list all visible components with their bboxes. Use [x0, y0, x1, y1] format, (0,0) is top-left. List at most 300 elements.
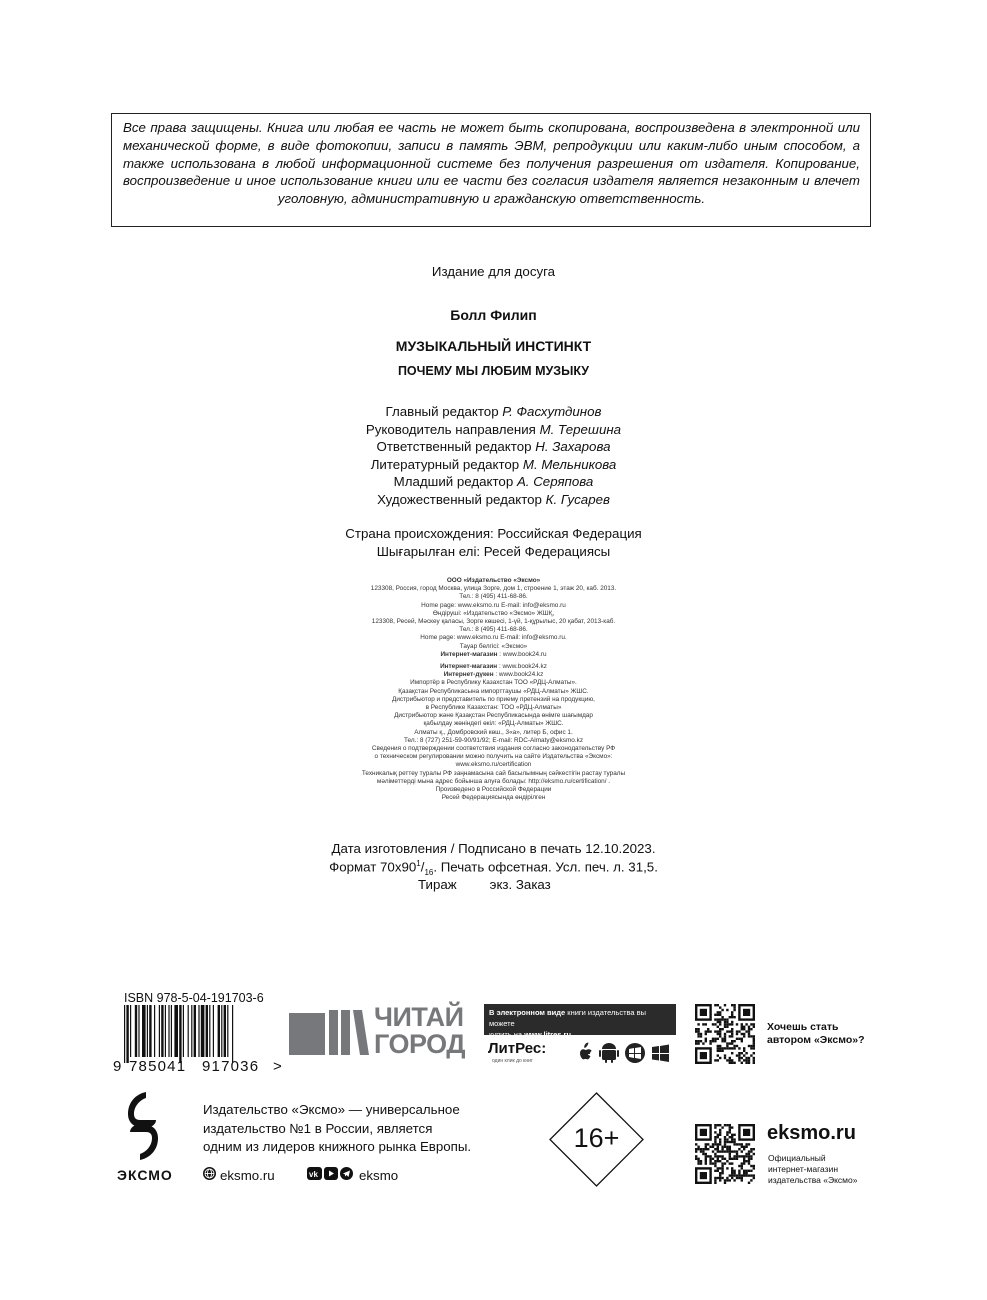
- qr-module: [745, 1059, 747, 1061]
- qr-module: [733, 1040, 735, 1042]
- qr-module: [714, 1148, 716, 1150]
- qr-module: [736, 1153, 738, 1155]
- qr-module: [743, 1009, 750, 1016]
- qr-module: [719, 1167, 721, 1169]
- qr-module: [700, 1035, 702, 1037]
- barcode-bar: [147, 1005, 148, 1057]
- website-link[interactable]: eksmo.ru: [203, 1167, 275, 1183]
- qr-module: [717, 1134, 719, 1136]
- qr-module: [697, 1030, 699, 1032]
- qr-module: [705, 1160, 707, 1162]
- qr-module: [714, 1179, 716, 1181]
- qr-module: [712, 1040, 714, 1042]
- qr-module: [700, 1009, 707, 1016]
- qr-module: [714, 1155, 716, 1157]
- qr-module: [748, 1150, 750, 1152]
- qr-module: [750, 1158, 752, 1160]
- qr-module: [695, 1042, 697, 1044]
- qr-module: [719, 1006, 721, 1008]
- credit-line: Младший редактор А. Серяпова: [393, 474, 594, 490]
- qr-module: [729, 1126, 731, 1128]
- qr-module: [745, 1023, 747, 1025]
- qr-module: [719, 1023, 721, 1025]
- qr-module: [753, 1057, 755, 1059]
- qr-module: [733, 1009, 735, 1011]
- qr-module: [745, 1057, 747, 1059]
- qr-module: [724, 1038, 726, 1040]
- qr-module: [741, 1040, 743, 1042]
- barcode-bar: [161, 1005, 163, 1057]
- qr-module: [717, 1047, 719, 1049]
- qr-module: [738, 1030, 740, 1032]
- barcode-bar: [135, 1005, 137, 1057]
- qr-module: [729, 1035, 731, 1037]
- qr-module: [717, 1050, 719, 1052]
- qr-module: [733, 1062, 735, 1064]
- qr-module: [721, 1028, 723, 1030]
- qr-module: [700, 1160, 702, 1162]
- qr-module: [721, 1126, 723, 1128]
- barcode-bar: [183, 1005, 184, 1057]
- qr-module: [714, 1038, 716, 1040]
- qr-module: [709, 1146, 711, 1148]
- qr-module: [714, 1030, 716, 1032]
- qr-module: [733, 1174, 735, 1176]
- qr-module: [731, 1174, 733, 1176]
- qr-module: [697, 1160, 699, 1162]
- qr-module: [721, 1038, 723, 1040]
- qr-module: [697, 1023, 699, 1025]
- qr-module: [721, 1148, 723, 1150]
- qr-module: [726, 1141, 728, 1143]
- qr-module: [705, 1153, 707, 1155]
- qr-module: [743, 1026, 745, 1028]
- qr-module: [719, 1057, 721, 1059]
- qr-module: [712, 1150, 714, 1152]
- qr-module: [741, 1143, 743, 1145]
- qr-module: [719, 1014, 721, 1016]
- telegram-icon[interactable]: [340, 1167, 353, 1183]
- qr-module: [707, 1155, 709, 1157]
- qr-module: [714, 1160, 716, 1162]
- qr-module: [741, 1052, 743, 1054]
- qr-module: [719, 1179, 721, 1181]
- qr-module: [736, 1033, 738, 1035]
- qr-module: [721, 1018, 723, 1020]
- age-rating-badge: [549, 1092, 644, 1187]
- about-publisher: Издательство «Эксмо» — универсальное издательство №1 в России, является одним из лидеров книжного рынка Европы.: [203, 1102, 472, 1154]
- qr-module: [729, 1146, 731, 1148]
- barcode-bar: [159, 1005, 160, 1057]
- qr-module: [724, 1138, 726, 1140]
- qr-module: [743, 1170, 745, 1172]
- qr-module: [705, 1146, 707, 1148]
- youtube-icon[interactable]: [324, 1167, 338, 1183]
- barcode-bar: [142, 1005, 146, 1057]
- qr-module: [743, 1160, 745, 1162]
- qr-module: [736, 1054, 738, 1056]
- qr-module: [741, 1162, 743, 1164]
- qr-module: [719, 1143, 721, 1145]
- qr-module: [714, 1014, 716, 1016]
- qr-module: [721, 1009, 723, 1011]
- qr-module: [714, 1141, 716, 1143]
- qr-module: [726, 1021, 728, 1023]
- qr-module: [717, 1038, 719, 1040]
- shop-qr-code[interactable]: [695, 1124, 755, 1189]
- qr-module: [700, 1033, 702, 1035]
- qr-module: [731, 1021, 733, 1023]
- qr-module: [695, 1150, 697, 1152]
- globe-icon: [203, 1167, 216, 1183]
- barcode-bar: [227, 1005, 228, 1057]
- qr-module: [719, 1172, 721, 1174]
- vk-icon[interactable]: [307, 1167, 322, 1183]
- book-title: МУЗЫКАЛЬНЫЙ ИНСТИНКТ: [395, 338, 592, 354]
- qr-module: [729, 1162, 731, 1164]
- qr-module: [750, 1150, 752, 1152]
- qr-module: [733, 1150, 735, 1152]
- qr-module: [745, 1143, 747, 1145]
- print-date: Дата изготовления / Подписано в печать 12.10.2023.: [331, 841, 656, 856]
- qr-module: [726, 1177, 728, 1179]
- qr-module: [707, 1028, 709, 1030]
- qr-module: [695, 1148, 697, 1150]
- qr-module: [753, 1047, 755, 1049]
- eksmo-logo-icon: [122, 1090, 162, 1162]
- qr-module: [726, 1146, 728, 1148]
- qr-module: [705, 1023, 707, 1025]
- qr-module: [741, 1033, 743, 1035]
- qr-module: [719, 1050, 721, 1052]
- qr-module: [731, 1141, 733, 1143]
- credit-line: Ответственный редактор Н. Захарова: [376, 439, 611, 455]
- qr-module: [700, 1052, 707, 1059]
- credit-line: Главный редактор Р. Фасхутдинов: [385, 404, 602, 419]
- barcode-bar: [130, 1005, 131, 1057]
- qr-module: [707, 1030, 709, 1032]
- qr-module: [705, 1155, 707, 1157]
- barcode-bar: [154, 1005, 155, 1057]
- qr-module: [748, 1033, 750, 1035]
- qr-module: [753, 1042, 755, 1044]
- qr-module: [729, 1174, 731, 1176]
- qr-module: [748, 1174, 750, 1176]
- qr-module: [731, 1177, 733, 1179]
- qr-module: [709, 1030, 711, 1032]
- qr-module: [743, 1050, 745, 1052]
- qr-module: [729, 1023, 731, 1025]
- qr-module: [717, 1026, 719, 1028]
- qr-module: [738, 1155, 740, 1157]
- qr-module: [726, 1160, 728, 1162]
- qr-module: [726, 1023, 728, 1025]
- qr-module: [724, 1162, 726, 1164]
- isbn: ISBN 978-5-04-191703-6: [124, 991, 264, 1005]
- barcode-bar: [126, 1005, 128, 1063]
- qr-module: [705, 1030, 707, 1032]
- qr-module: [741, 1174, 743, 1176]
- qr-module: [717, 1155, 719, 1157]
- qr-module: [724, 1018, 726, 1020]
- qr-module: [709, 1155, 711, 1157]
- shop-site[interactable]: eksmo.ru: [767, 1122, 856, 1144]
- qr-module: [724, 1047, 726, 1049]
- qr-module: [731, 1023, 733, 1025]
- qr-module: [745, 1062, 747, 1064]
- qr-module: [724, 1143, 726, 1145]
- qr-module: [753, 1062, 755, 1064]
- qr-module: [724, 1150, 726, 1152]
- qr-module: [721, 1016, 723, 1018]
- qr-module: [714, 1153, 716, 1155]
- qr-module: [731, 1059, 733, 1061]
- qr-module: [717, 1021, 719, 1023]
- qr-module: [712, 1146, 714, 1148]
- edition-type: Издание для досуга: [431, 264, 556, 279]
- barcode-bar: [201, 1005, 205, 1057]
- qr-module: [702, 1153, 704, 1155]
- qr-module: [736, 1174, 738, 1176]
- qr-module: [753, 1026, 755, 1028]
- qr-module: [724, 1023, 726, 1025]
- qr-module: [717, 1018, 719, 1020]
- qr-module: [753, 1038, 755, 1040]
- qr-module: [748, 1045, 750, 1047]
- qr-module: [733, 1172, 735, 1174]
- qr-module: [733, 1158, 735, 1160]
- qr-module: [695, 1158, 697, 1160]
- qr-module: [729, 1042, 731, 1044]
- qr-module: [717, 1136, 719, 1138]
- qr-module: [753, 1165, 755, 1167]
- qr-module: [748, 1182, 750, 1184]
- qr-module: [729, 1158, 731, 1160]
- windows-phone-icon: [625, 1043, 645, 1063]
- origin-kz: Шығарылған елі: Ресей Федерациясы: [376, 544, 611, 559]
- qr-module: [741, 1026, 743, 1028]
- qr-module: [753, 1040, 755, 1042]
- qr-module: [717, 1004, 719, 1006]
- qr-module: [748, 1170, 750, 1172]
- qr-module: [743, 1148, 745, 1150]
- qr-module: [724, 1141, 726, 1143]
- qr-module: [741, 1023, 743, 1025]
- qr-module: [726, 1179, 728, 1181]
- qr-module: [724, 1182, 726, 1184]
- qr-module: [719, 1021, 721, 1023]
- qr-module: [697, 1042, 699, 1044]
- qr-module: [743, 1047, 745, 1049]
- format-line: Формат $70x90^1/_{16}$. Печать офсетная. Усл. печ. л. 31,5.: [329, 859, 658, 878]
- qr-module: [748, 1035, 750, 1037]
- qr-module: [748, 1062, 750, 1064]
- barcode-bar: [165, 1005, 166, 1057]
- qr-module: [733, 1045, 735, 1047]
- qr-module: [719, 1129, 721, 1131]
- qr-module: [709, 1158, 711, 1160]
- qr-module: [753, 1148, 755, 1150]
- qr-module: [719, 1141, 721, 1143]
- qr-module: [731, 1047, 733, 1049]
- barcode-bar: [213, 1005, 214, 1057]
- qr-module: [731, 1062, 733, 1064]
- qr-module: [717, 1160, 719, 1162]
- barcode-bar: [191, 1005, 192, 1057]
- publisher-info: ООО «Издательство «Эксмо» 123308, Россия, город Москва, улица Зорге, дом 1, строение 1, этаж 20, каб. 2013. Тел.: 8 (495) 411-68-86. Home page: www.eksmo.ru E-mail: info@eksmo.ru Өндіруші: «Издательство «Эксмо» ЖШҚ, 123308, Ресей, Мәскеу қаласы, Зорге көшесі, 1-үй, 1-құрылыс, 20 қабат, 2013-каб. Тел.: 8 (495) 411-68-86. Home page: www.eksmo.ru E-mail: info@eksmo.ru. Тауар белгісі: «Эксмо» Интернет-магазин : www.book24.ru Интернет-магазин : www.book24.kz Интернет-дүкен : www.book24.kz Импортёр в Республику Казахстан ТОО «РДЦ-Алматы». Қазақстан Республикасына импорттаушы «РДЦ-Алматы» ЖШС. Дистрибьютор и представитель по приему претензий на продукцию, в Республике Казахстан: ТОО «РДЦ-Алматы» Дистрибьютор және Қазақстан Республикасында өнімге шағымдар қабылдау жөніндегі өкіл: «РДЦ-Алматы» ЖШС. Алматы қ., Домбровский көш., 3«а», литер Б, офис 1. Тел.: 8 (727) 251-59-90/91/92; E-mail: RDC-Almaty@eksmo.kz Сведения о подтверждении соответствия издания согласно законодательству РФ о техническом регулировании можно получить на сайте Издательства «Эксмо»: www.eksmo.ru/certification Техникалық реттеу туралы РФ заңнамасына сай басылымның сәйкестігін растау туралы мәліметтерді мына адрес бойынша алуға болады: http://eksmo.ru/certification/ . Произведено в Российской Федерации Ресей Федерациясында өндірілген: [361, 577, 626, 802]
- qr-module: [741, 1062, 743, 1064]
- qr-module: [748, 1030, 750, 1032]
- qr-module: [731, 1162, 733, 1164]
- qr-module: [733, 1155, 735, 1157]
- qr-module: [717, 1014, 719, 1016]
- qr-module: [697, 1162, 699, 1164]
- qr-module: [721, 1158, 723, 1160]
- qr-module: [719, 1028, 721, 1030]
- qr-module: [714, 1177, 716, 1179]
- qr-module: [714, 1023, 716, 1025]
- qr-module: [750, 1023, 752, 1025]
- qr-module: [745, 1174, 747, 1176]
- qr-module: [714, 1170, 716, 1172]
- qr-module: [700, 1040, 702, 1042]
- qr-module: [741, 1179, 743, 1181]
- qr-module: [717, 1059, 719, 1061]
- qr-module: [712, 1143, 714, 1145]
- qr-module: [717, 1170, 719, 1172]
- qr-module: [721, 1150, 723, 1152]
- qr-module: [731, 1040, 733, 1042]
- qr-module: [726, 1009, 728, 1011]
- barcode-bar: [188, 1005, 189, 1057]
- author-cta: Хочешь стать автором «Эксмо»?: [767, 1021, 865, 1046]
- qr-module: [729, 1129, 731, 1131]
- qr-module: [712, 1158, 714, 1160]
- qr-module: [717, 1177, 719, 1179]
- qr-module: [738, 1038, 740, 1040]
- qr-module: [748, 1026, 750, 1028]
- qr-module: [729, 1141, 731, 1143]
- litres-tagline: один клик до книг: [492, 1058, 533, 1064]
- qr-module: [705, 1143, 707, 1145]
- qr-module: [738, 1177, 740, 1179]
- store-icons: [576, 1041, 672, 1070]
- qr-module: [731, 1014, 733, 1016]
- qr-module: [745, 1155, 747, 1157]
- qr-module: [729, 1047, 731, 1049]
- qr-module: [702, 1150, 704, 1152]
- qr-module: [743, 1129, 750, 1136]
- qr-module: [743, 1035, 745, 1037]
- qr-module: [721, 1047, 723, 1049]
- credit-line: Литературный редактор М. Мельникова: [370, 456, 617, 472]
- qr-module: [741, 1177, 743, 1179]
- credit-line: Художественный редактор К. Гусарев: [377, 491, 610, 507]
- windows-icon: [652, 1045, 669, 1063]
- qr-module: [748, 1057, 750, 1059]
- qr-module: [717, 1167, 719, 1169]
- qr-module: [745, 1170, 747, 1172]
- qr-module: [731, 1170, 733, 1172]
- qr-module: [714, 1126, 716, 1128]
- barcode-bar: [124, 1005, 125, 1063]
- qr-module: [717, 1146, 719, 1148]
- qr-module: [729, 1062, 731, 1064]
- qr-module: [717, 1033, 719, 1035]
- author-qr-code[interactable]: [695, 1004, 755, 1069]
- qr-module: [736, 1143, 738, 1145]
- qr-module: [731, 1136, 733, 1138]
- qr-module: [700, 1162, 702, 1164]
- qr-module: [717, 1143, 719, 1145]
- qr-module: [695, 1155, 697, 1157]
- qr-module: [736, 1177, 738, 1179]
- qr-module: [729, 1030, 731, 1032]
- qr-module: [731, 1035, 733, 1037]
- qr-module: [705, 1158, 707, 1160]
- qr-module: [726, 1018, 728, 1020]
- qr-module: [726, 1059, 728, 1061]
- qr-module: [700, 1129, 707, 1136]
- qr-module: [753, 1174, 755, 1176]
- qr-module: [717, 1148, 719, 1150]
- qr-module: [729, 1179, 731, 1181]
- qr-module: [729, 1057, 731, 1059]
- qr-module: [714, 1165, 716, 1167]
- qr-module: [719, 1155, 721, 1157]
- qr-module: [721, 1040, 723, 1042]
- qr-module: [695, 1143, 697, 1145]
- qr-module: [705, 1162, 707, 1164]
- qr-module: [738, 1170, 740, 1172]
- barcode-bar: [168, 1005, 169, 1057]
- qr-module: [700, 1172, 707, 1179]
- qr-module: [717, 1045, 719, 1047]
- qr-module: [726, 1047, 728, 1049]
- chitai-gorod-logo-icon: [289, 1010, 369, 1057]
- qr-module: [719, 1124, 721, 1126]
- qr-module: [729, 1136, 731, 1138]
- qr-module: [738, 1143, 740, 1145]
- qr-module: [745, 1052, 747, 1054]
- qr-module: [745, 1146, 747, 1148]
- qr-module: [753, 1023, 755, 1025]
- qr-module: [731, 1172, 733, 1174]
- qr-module: [721, 1167, 723, 1169]
- qr-module: [702, 1023, 704, 1025]
- qr-module: [743, 1174, 745, 1176]
- qr-module: [743, 1146, 745, 1148]
- qr-module: [745, 1172, 747, 1174]
- social-links[interactable]: vk eksmo: [309, 1167, 399, 1183]
- qr-module: [705, 1038, 707, 1040]
- qr-module: [743, 1059, 745, 1061]
- qr-module: [714, 1136, 716, 1138]
- qr-module: [733, 1141, 735, 1143]
- qr-module: [741, 1150, 743, 1152]
- qr-module: [702, 1042, 704, 1044]
- qr-module: [741, 1038, 743, 1040]
- qr-module: [719, 1035, 721, 1037]
- qr-module: [714, 1124, 716, 1126]
- litres-banner: В электронном виде книги издательства вы можете купить на www.litres.ru: [484, 1004, 676, 1035]
- qr-module: [750, 1170, 752, 1172]
- qr-module: [719, 1047, 721, 1049]
- qr-module: [719, 1033, 721, 1035]
- qr-module: [729, 1155, 731, 1157]
- qr-module: [738, 1165, 740, 1167]
- credits-list: [0, 403, 987, 509]
